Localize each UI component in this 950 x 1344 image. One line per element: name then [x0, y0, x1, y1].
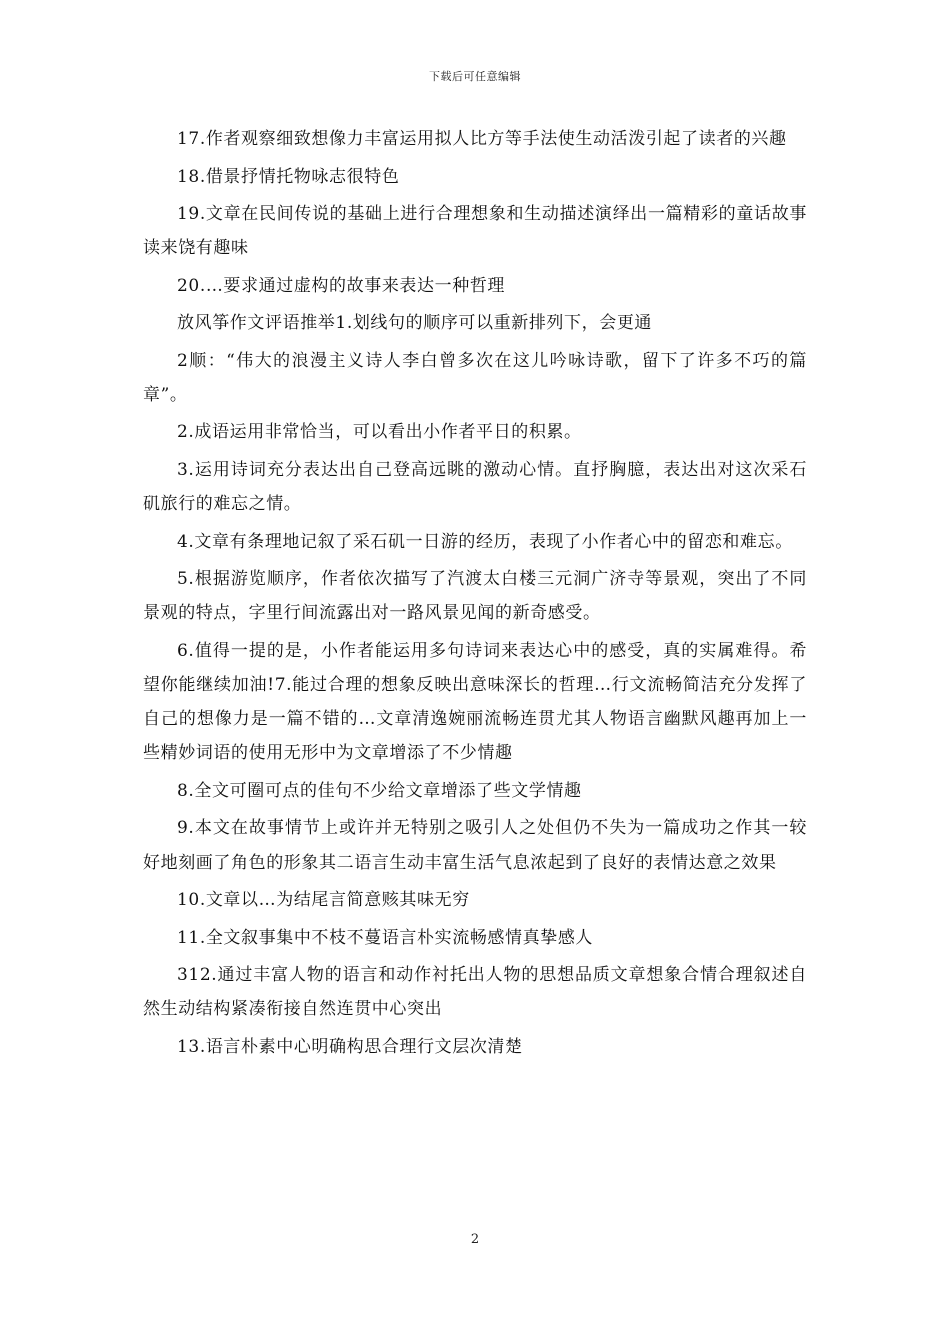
paragraph: 13.语言朴素中心明确构思合理行文层次清楚 — [177, 1036, 523, 1057]
paragraph: 19.文章在民间传说的基础上进行合理想象和生动描述演绎出一篇精彩的童话故事读来饶有趣味 — [143, 204, 807, 259]
paragraph: 4.文章有条理地记叙了采石矶一日游的经历，表现了小作者心中的留恋和难忘。 — [177, 531, 793, 552]
paragraph: 10.文章以…为结尾言简意赅其味无穷 — [177, 890, 470, 911]
paragraph: 3.运用诗词充分表达出自己登高远眺的激动心情。直抒胸臆，表达出对这次采石矶旅行的难忘之情。 — [143, 459, 807, 515]
paragraph: 11.全文叙事集中不枝不蔓语言朴实流畅感情真挚感人 — [177, 927, 594, 948]
paragraph: 17.作者观察细致想像力丰富运用拟人比方等手法使生动活泼引起了读者的兴趣 — [177, 129, 787, 149]
paragraph: 9.本文在故事情节上或许并无特别之吸引人之处但仍不失为一篇成功之作其一较好地刻画了角色的形象其二语言生动丰富生活气息浓起到了良好的表情达意之效果 — [143, 818, 807, 873]
paragraph: 2顺：“伟大的浪漫主义诗人李白曾多次在这儿吟咏诗歌，留下了许多不巧的篇章”。 — [143, 350, 807, 405]
paragraph: 2.成语运用非常恰当，可以看出小作者平日的积累。 — [177, 422, 582, 443]
paragraph: 312.通过丰富人物的语言和动作衬托出人物的思想品质文章想象合情合理叙述自然生动结构紧凑衔接自然连贯中心突出 — [143, 965, 807, 1020]
paragraph: 18.借景抒情托物咏志很特色 — [177, 166, 400, 187]
paragraph: 20.…要求通过虚构的故事来表达一种哲理 — [177, 275, 506, 296]
page-number: 2 — [470, 1232, 480, 1247]
paragraph: 放风筝作文评语推举1.划线句的顺序可以重新排列下，会更通 — [177, 313, 653, 334]
page-header: 下载后可任意编辑 — [429, 70, 521, 83]
paragraph: 6.值得一提的是，小作者能运用多句诗词来表达心中的感受，真的实属难得。希望你能继续加油!7.能过合理的想象反映出意味深长的哲理…行文流畅简洁充分发挥了自己的想像力是一篇不错的…文章清逸婉丽流畅连贯尤其人物语言幽默风趣再加上一些精妙词语的使用无形中为文章增添了不少情趣 — [143, 640, 807, 764]
document-body — [143, 122, 807, 1067]
paragraph: 8.全文可圈可点的佳句不少给文章增添了些文学情趣 — [177, 780, 582, 801]
paragraph: 5.根据游览顺序，作者依次描写了汽渡太白楼三元洞广济寺等景观，突出了不同景观的特点，字里行间流露出对一路风景见闻的新奇感受。 — [143, 569, 807, 624]
